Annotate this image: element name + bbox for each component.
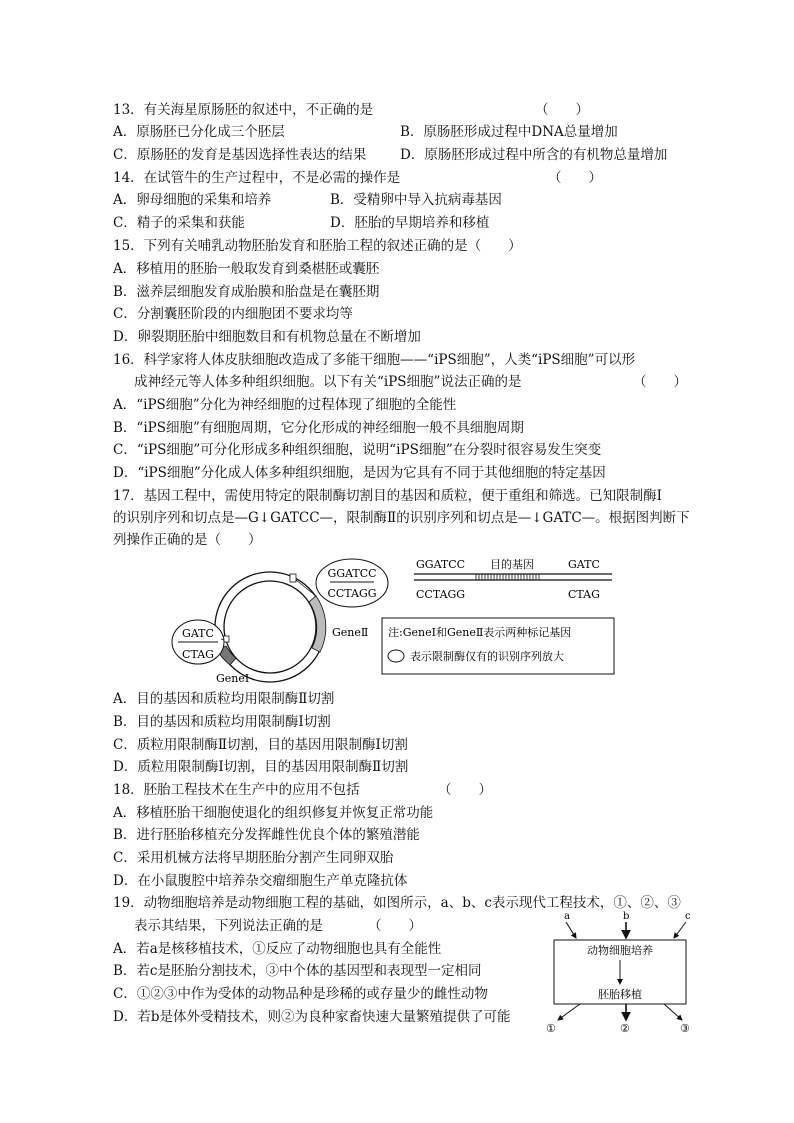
q13-answer-paren: （ ）	[535, 102, 589, 118]
frag-top-right: GATC	[568, 558, 600, 571]
label-c: c	[685, 911, 691, 922]
q19-option-c: C．①②③中作为受体的动物品种是珍稀的或存量少的雌性动物	[113, 986, 488, 1002]
result-1: ①	[546, 1022, 556, 1035]
q17-stem-line2: 的识别序列和切点是—G↓GATCC—，限制酶Ⅱ的识别序列和切点是—↓GATC—。根据图判断下	[113, 510, 690, 526]
result-2: ②	[620, 1022, 630, 1035]
q16-answer-paren: （ ）	[633, 374, 687, 390]
q14-answer-paren: （ ）	[548, 170, 602, 186]
q17-option-b: B．目的基因和质粒均用限制酶Ⅰ切割	[113, 714, 331, 730]
q15-option-b: B．滋养层细胞发育成胎膜和胎盘是在囊胚期	[113, 284, 380, 300]
q14-stem: 14．在试管牛的生产过程中，不是必需的操作是	[113, 170, 401, 186]
seq-bot-left: CCTAGG	[327, 587, 377, 600]
q15-option-c: C．分割囊胚阶段的内细胞团不要求均等	[113, 306, 353, 322]
gene1-label: GeneⅠ	[216, 672, 250, 685]
arrow-c	[674, 922, 686, 938]
q13-option-b: B．原肠胚形成过程中DNA总量增加	[400, 124, 618, 140]
q17-option-a: A．目的基因和质粒均用限制酶Ⅱ切割	[113, 691, 335, 707]
seq-top-left: GGATCC	[327, 567, 377, 580]
q14-option-d: D．胚胎的早期培养和移植	[330, 215, 490, 231]
arrow-r3	[664, 1004, 682, 1020]
q17-option-d: D．质粒用限制酶Ⅰ切割，目的基因用限制酶Ⅱ切割	[113, 759, 409, 775]
q16-stem-line2: 成神经元等人体多种组织细胞。以下有关“iPS细胞”说法正确的是	[134, 374, 522, 390]
q17-option-c: C．质粒用限制酶Ⅱ切割，目的基因用限制酶Ⅰ切割	[113, 737, 408, 753]
q16-stem-line1: 16．科学家将人体皮肤细胞改造成了多能干细胞——“iPS细胞”，人类“iPS细胞”可以形	[113, 352, 636, 368]
label-a: a	[564, 911, 570, 922]
box-bottom-label: 胚胎移植	[598, 988, 642, 1001]
target-gene-hatch	[476, 574, 539, 580]
q18-answer-paren: （ ）	[438, 782, 492, 798]
plasmid-outer-ring	[215, 572, 325, 682]
result-3: ③	[680, 1022, 690, 1035]
q16-option-b: B．“iPS细胞”有细胞周期，它分化形成的神经细胞一般不具细胞周期	[113, 420, 524, 436]
gene2-segment	[309, 596, 326, 652]
q15-option-d: D．卵裂期胚胎中细胞数目和有机物总量在不断增加	[113, 329, 421, 345]
q14-option-b: B．受精卵中导入抗病毒基因	[330, 192, 502, 208]
box-top-label: 动物细胞培养	[587, 944, 653, 957]
seq-top-small: GATC	[182, 627, 214, 640]
q18-option-c: C．采用机械方法将早期胚胎分割产生同卵双胎	[113, 850, 394, 866]
q19-stem-line2: 表示其结果，下列说法正确的是	[134, 918, 323, 934]
q17-plasmid-figure	[170, 552, 670, 687]
frag-top-left: GGATCC	[416, 558, 466, 571]
q18-option-d: D．在小鼠腹腔中培养杂交瘤细胞生产单克隆抗体	[113, 873, 408, 889]
site-marker-top	[290, 574, 296, 582]
q14-option-a: A．卵母细胞的采集和培养	[113, 192, 272, 208]
q16-option-a: A．“iPS细胞”分化为神经细胞的过程体现了细胞的全能性	[113, 397, 457, 413]
q15-option-a: A．移植用的胚胎一般取发育到桑椹胚或囊胚	[113, 261, 380, 277]
q14-option-c: C．精子的采集和获能	[113, 215, 245, 231]
q18-stem: 18．胚胎工程技术在生产中的应用不包括	[113, 782, 360, 798]
q19-flow-figure	[540, 910, 700, 1035]
note-line2: 表示限制酶仅有的识别序列放大	[410, 650, 564, 663]
callout-line-top	[296, 580, 316, 596]
q19-option-a: A．若a是核移植技术，①反应了动物细胞也具有全能性	[113, 941, 442, 957]
note-line1: 注:GeneⅠ和GeneⅡ表示两种标记基因	[388, 626, 572, 639]
frag-bot-right: CTAG	[568, 588, 600, 601]
q19-stem-line1: 19．动物细胞培养是动物细胞工程的基础，如图所示，a、b、c表示现代工程技术，①、②、③	[113, 895, 681, 911]
gene2-label: GeneⅡ	[332, 626, 369, 639]
q17-stem-line1: 17．基因工程中，需使用特定的限制酶切割目的基因和质粒，便于重组和筛选。已知限制酶Ⅰ	[113, 488, 663, 504]
q15-stem: 15．下列有关哺乳动物胚胎发育和胚胎工程的叙述正确的是（ ）	[113, 238, 522, 254]
q19-option-b: B．若c是胚胎分割技术，③中个体的基因型和表现型一定相同	[113, 963, 482, 979]
q16-option-c: C．“iPS细胞”可分化形成多种组织细胞，说明“iPS细胞”在分裂时很容易发生突变	[113, 442, 602, 458]
plasmid-inner-ring	[224, 581, 316, 673]
q17-stem-line3: 列操作正确的是（ ）	[113, 532, 262, 548]
q19-answer-paren: （ ）	[368, 918, 422, 934]
q13-option-c: C．原肠胚的发育是基因选择性表达的结果	[113, 147, 367, 163]
seq-bot-small: CTAG	[182, 648, 214, 661]
q19-option-d: D．若b是体外受精技术，则②为良种家畜快速大量繁殖提供了可能	[113, 1009, 511, 1025]
q16-option-d: D．“iPS细胞”分化成人体多种组织细胞，是因为它具有不同于其他细胞的特定基因	[113, 465, 606, 481]
target-gene-label: 目的基因	[490, 558, 534, 571]
q13-stem: 13．有关海星原肠胚的叙述中，不正确的是	[113, 102, 374, 118]
arrow-a	[566, 922, 576, 938]
label-b: b	[623, 911, 630, 922]
q18-option-a: A．移植胚胎干细胞使退化的组织修复并恢复正常功能	[113, 805, 434, 821]
frag-bot-left: CCTAGG	[416, 588, 466, 601]
note-ellipse-icon	[388, 650, 404, 662]
q18-option-b: B．进行胚胎移植充分发挥雌性优良个体的繁殖潜能	[113, 827, 420, 843]
arrow-r1	[558, 1004, 580, 1020]
q13-option-a: A．原肠胚已分化成三个胚层	[113, 124, 285, 140]
q13-option-d: D．原肠胚形成过程中所含的有机物总量增加	[400, 147, 668, 163]
